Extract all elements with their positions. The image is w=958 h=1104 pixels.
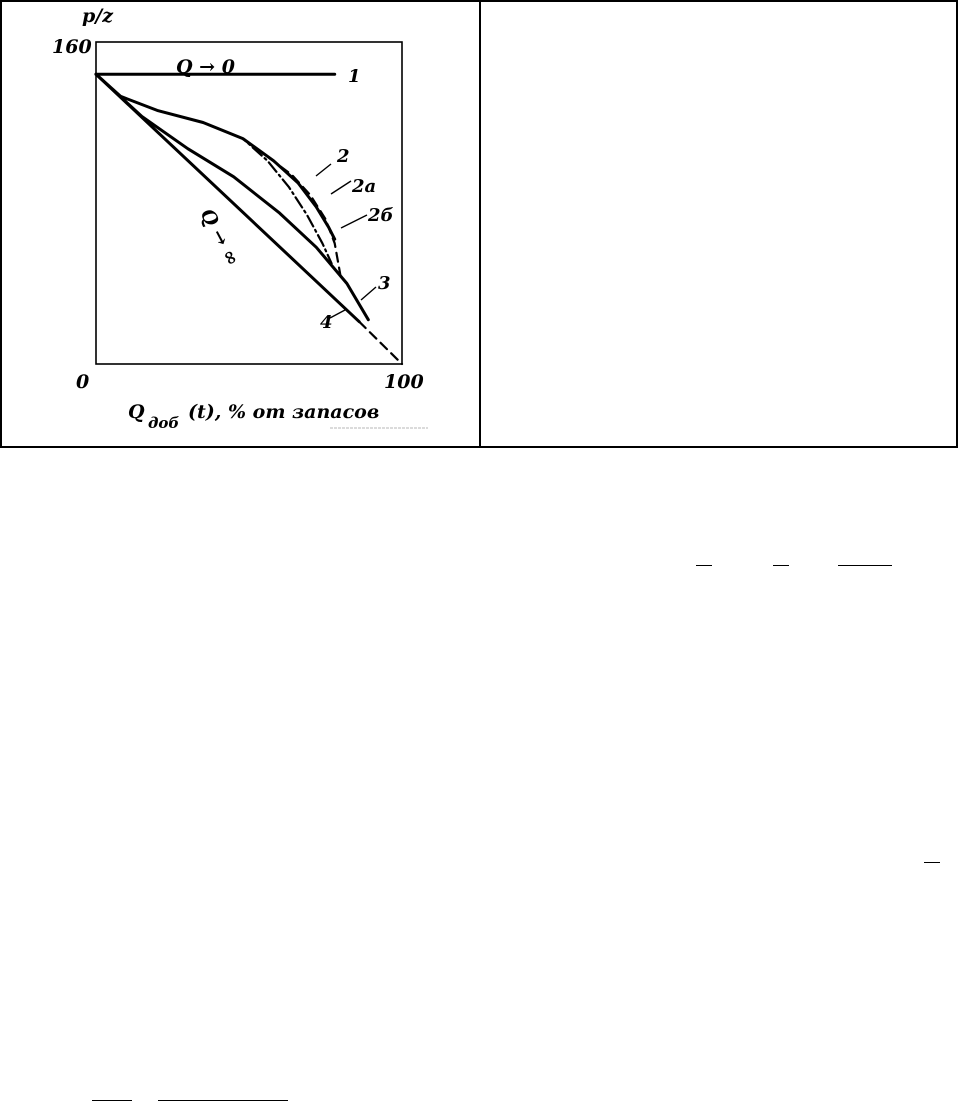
leader-line-2б: [341, 215, 367, 228]
formula-fragment: [696, 565, 712, 566]
leader-line-2: [316, 164, 331, 176]
formula-fragment: [924, 862, 940, 863]
annotation-q-to-infinity: Q → ∞: [195, 205, 244, 270]
chart: [0, 0, 958, 450]
label-layer: [320, 66, 394, 333]
series-line-extension-6: [359, 322, 402, 364]
series-label-1: 1: [348, 66, 361, 87]
formula-fragment: [838, 565, 892, 566]
plot-frame: [96, 42, 402, 364]
annotation-q-to-0: Q → 0: [176, 56, 235, 78]
x-axis-label-main: Q: [128, 401, 145, 423]
formula-fragment: [92, 1100, 132, 1101]
series-label-2: 2: [337, 146, 350, 167]
leader-line-2a: [331, 181, 351, 194]
series-layer: [96, 74, 402, 364]
series-label-3: 3: [378, 273, 391, 294]
formula-fragment: [158, 1100, 288, 1101]
x-axis-label-subscript: доб: [148, 414, 180, 432]
leader-line-3: [361, 287, 376, 300]
y-tick-160: 160: [52, 36, 92, 58]
series-label-2б: 2б: [368, 205, 394, 226]
x-tick-0: 0: [76, 371, 90, 393]
x-tick-100: 100: [384, 371, 424, 393]
series-line-4: [96, 74, 359, 322]
series-label-2a: 2a: [352, 176, 377, 197]
x-axis-label-rest: (t), % от запасов: [188, 401, 380, 423]
formula-fragment: [773, 565, 789, 566]
y-axis-label: p/z: [82, 5, 114, 27]
series-label-4: 4: [320, 312, 333, 333]
